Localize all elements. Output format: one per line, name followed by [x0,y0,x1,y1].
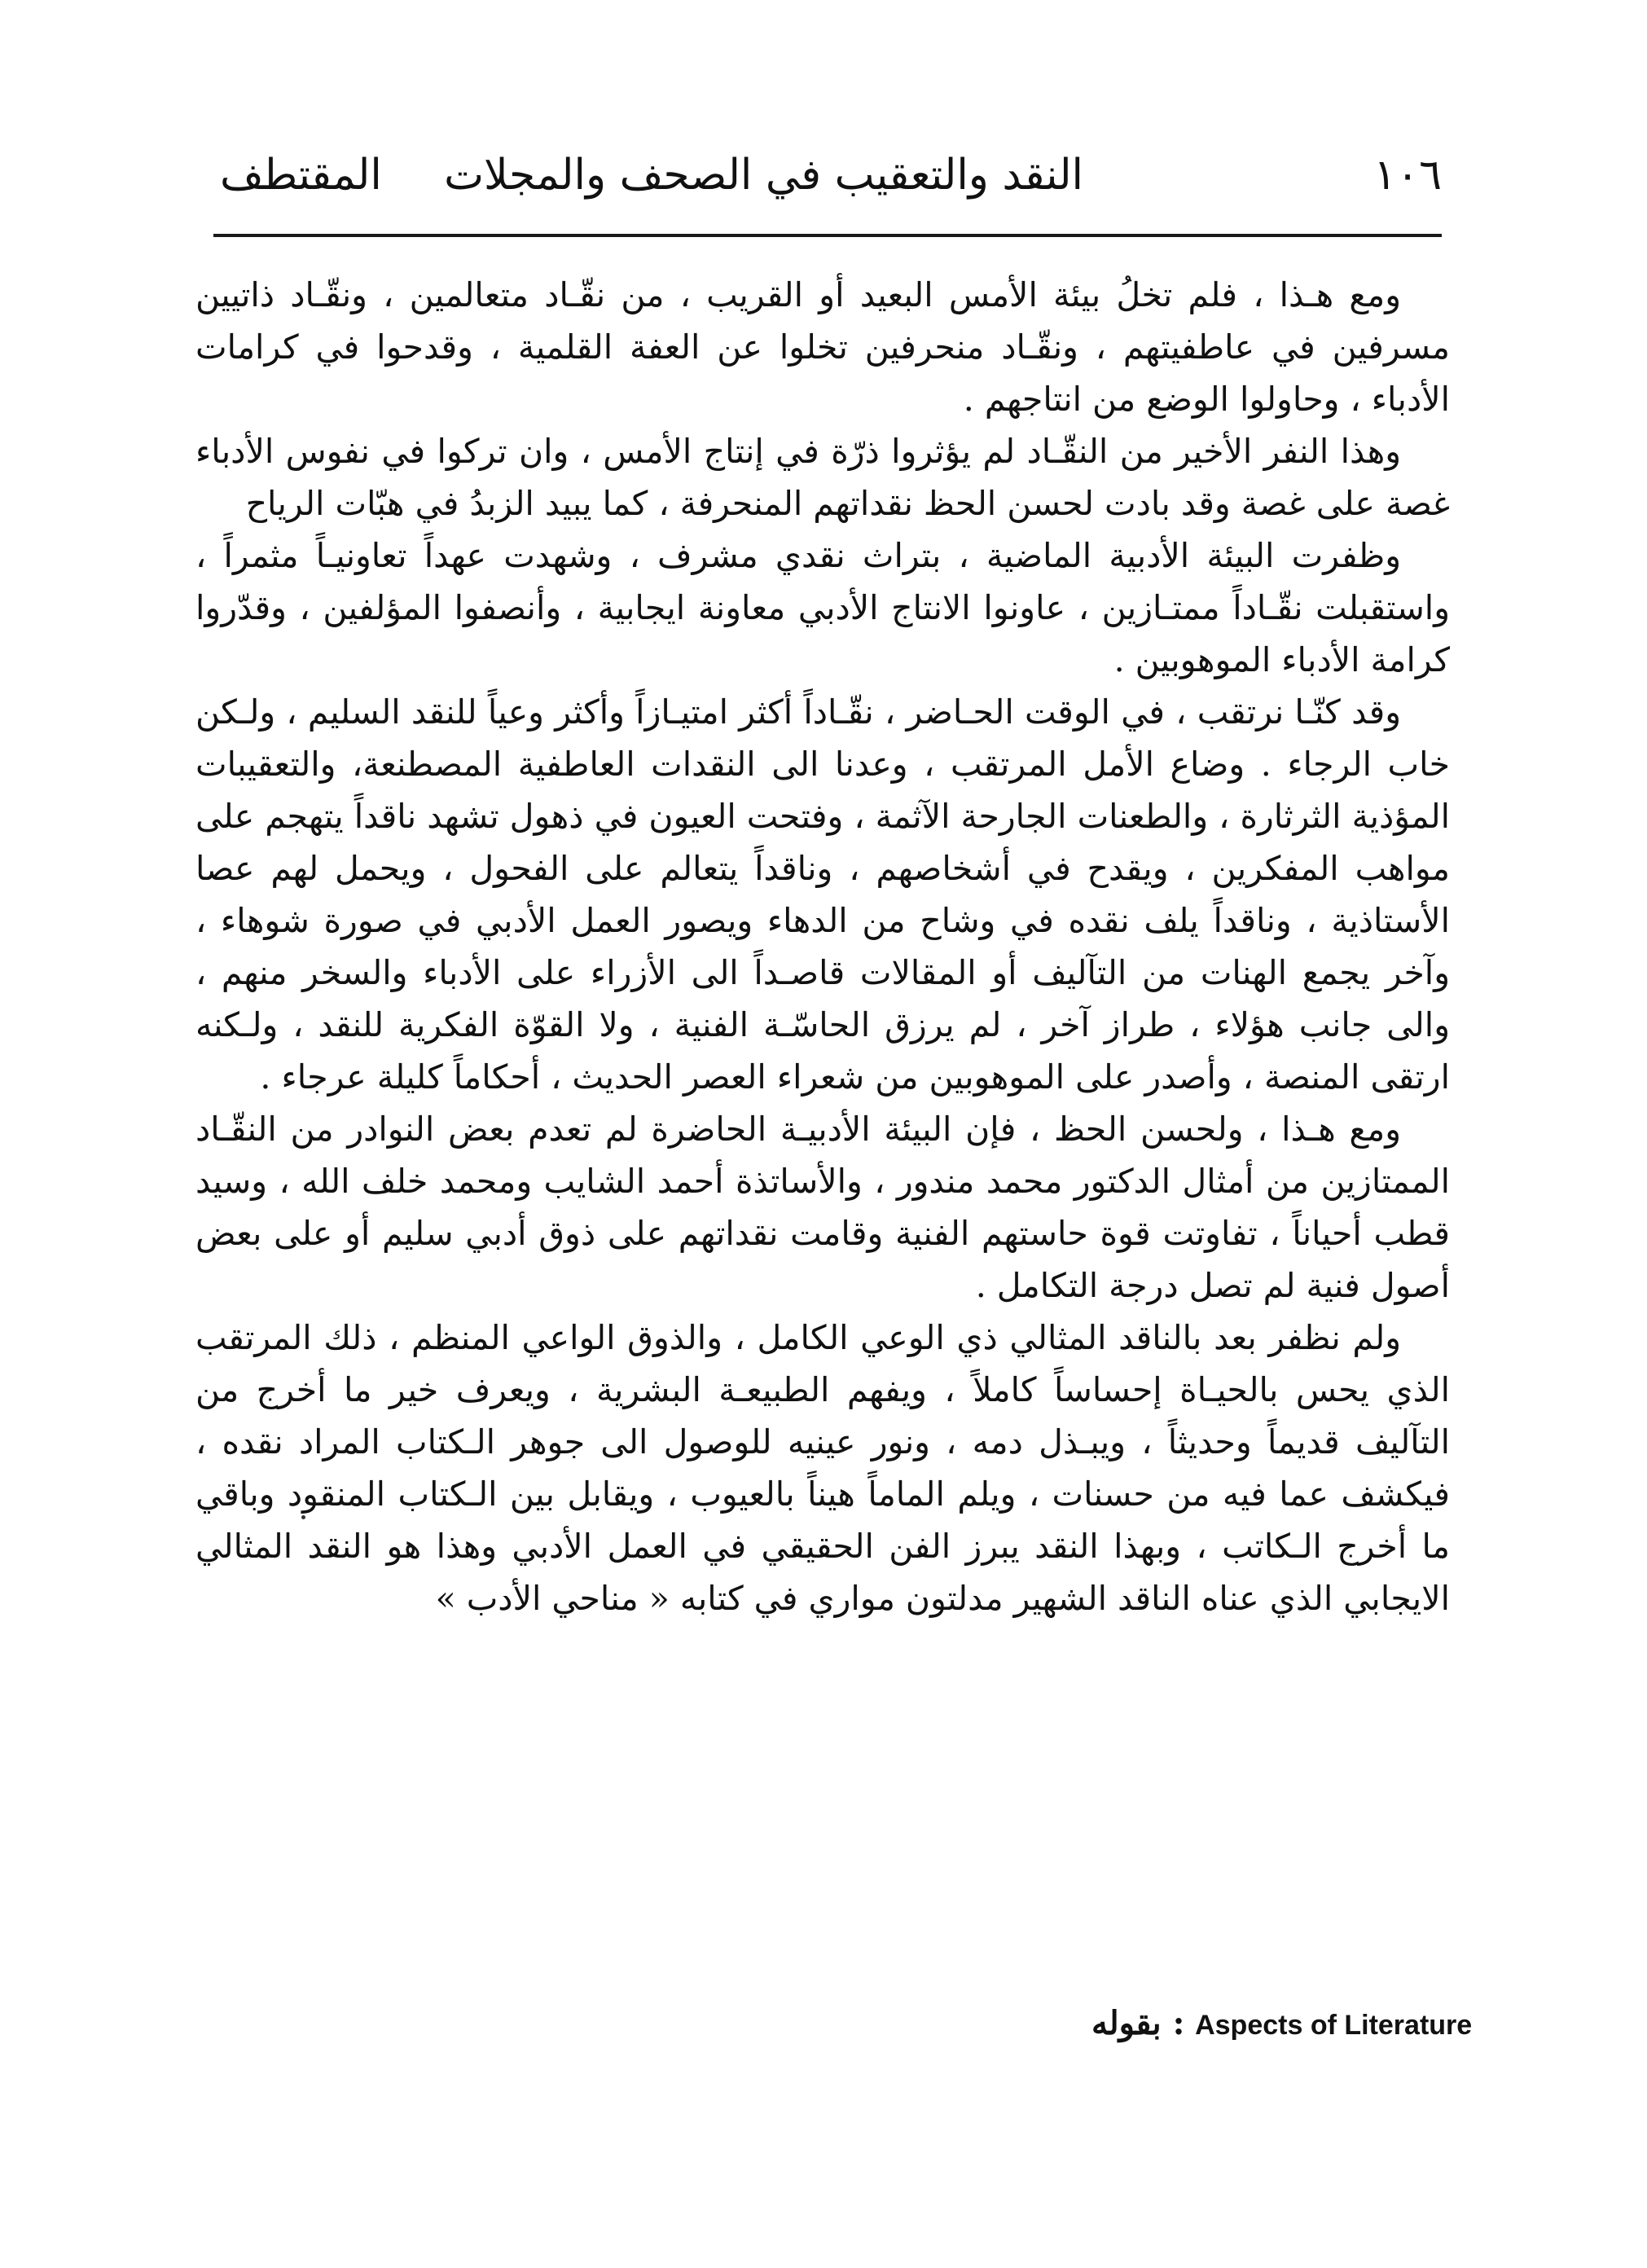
page-number: ١٠٦ [1373,151,1442,200]
running-title: النقد والتعقيب في الصحف والمجلات [444,151,1083,200]
paragraph-1: ومع هـذا ، فلم تخلُ بيئة الأمس البعيد أو القريب ، من نقّـاد متعالمين ، ونقّـاد ذاتيين مسرفين في عاطفيتهم ، ونقّـاد منحرفين تخلوا عن العفة القلمية ، وقدحوا في كرامات الأدباء ، وحاولوا الوضع من انتاجهم . [195,275,1450,419]
closing-line [1091,1999,1473,2050]
paragraph-5: ومع هـذا ، ولحسن الحظ ، فإن البيئة الأدبيـة الحاضرة لم تعدم بعض النوادر من النقّـاد الممتازين من أمثال الدكتور محمد مندور ، والأساتذة أحمد الشايب ومحمد خلف الله ، وسيد قطب أحياناً ، تفاوتت قوة حاستهم الفنية وقامت نقداتهم على ذوق أدبي سليم أو على بعض أصول فنية لم تصل درجة التكامل . [195,1110,1450,1305]
paragraph-2: وهذا النفر الأخير من النقّـاد لم يؤثروا ذرّة في إنتاج الأمس ، وان تركوا في نفوس الأدباء غصة على غصة وقد بادت لحسن الحظ نقداتهم المنحرفة ، كما يبيد الزبدُ في هبّات الرياح [195,432,1450,523]
paragraph-3: وظفرت البيئة الأدبية الماضية ، بتراث نقدي مشرف ، وشهدت عهداً تعاونيـاً مثمراً ، واستقبلت نقّـاداً ممتـازين ، عاونوا الانتاج الأدبي معاونة ايجابية ، وأنصفوا المؤلفين ، وقدّروا كرامة الأدباء الموهوبين . [195,536,1450,679]
article-body [195,269,1450,1624]
closing-arabic-word: بقوله : [1091,2004,1185,2042]
page-header [220,143,1442,216]
book-title-latin: Aspects of Literature [1195,2010,1473,2041]
header-rule [213,234,1442,237]
journal-name: المقتطف [220,151,382,200]
print-speck [301,1515,305,1519]
paragraph-6: ولم نظفر بعد بالناقد المثالي ذي الوعي الكامل ، والذوق الواعي المنظم ، ذلك المرتقب الذي يحس بالحيـاة إحساساً كاملاً ، ويفهم الطبيعـة البشرية ، ويعرف خير ما أخرج من التآليف قديماً وحديثاً ، ويبـذل دمه ، ونور عينيه للوصول الى جوهر الـكتاب المراد نقده ، فيكشف عما فيه من حسنات ، ويلم الماماً هيناً بالعيوب ، ويقابل بين الـكتاب المنقود وباقي ما أخرج الـكاتب ، وبهذا النقد يبرز الفن الحقيقي في العمل الأدبي وهذا هو النقد المثالي الايجابي الذي عناه الناقد الشهير مدلتون مواري في كتابه « مناحي الأدب » [195,1318,1450,1618]
paragraph-4: وقد كنّـا نرتقب ، في الوقت الحـاضر ، نقّـاداً أكثر امتيـازاً وأكثر وعياً للنقد السليم ، ولـكن خاب الرجاء . وضاع الأمل المرتقب ، وعدنا الى النقدات العاطفية المصطنعة، والتعقيبات المؤذية الثرثارة ، والطعنات الجارحة الآثمة ، وفتحت العيون في ذهول تشهد ناقداً يتهجم على مواهب المفكرين ، ويقدح في أشخاصهم ، وناقداً يتعالم على الفحول ، ويحمل لهم عصا الأستاذية ، وناقداً يلف نقده في وشاح من الدهاء ويصور العمل الأدبي في صورة شوهاء ، وآخر يجمع الهنات من التآليف أو المقالات قاصـداً الى الأزراء على الأدباء والسخر منهم ، والى جانب هؤلاء ، طراز آخر ، لم يرزق الحاسّـة الفنية ، ولا القوّة الفكرية للنقد ، ولـكنه ارتقى المنصة ، وأصدر على الموهوبين من شعراء العصر الحديث ، أحكاماً كليلة عرجاء . [195,692,1450,1097]
